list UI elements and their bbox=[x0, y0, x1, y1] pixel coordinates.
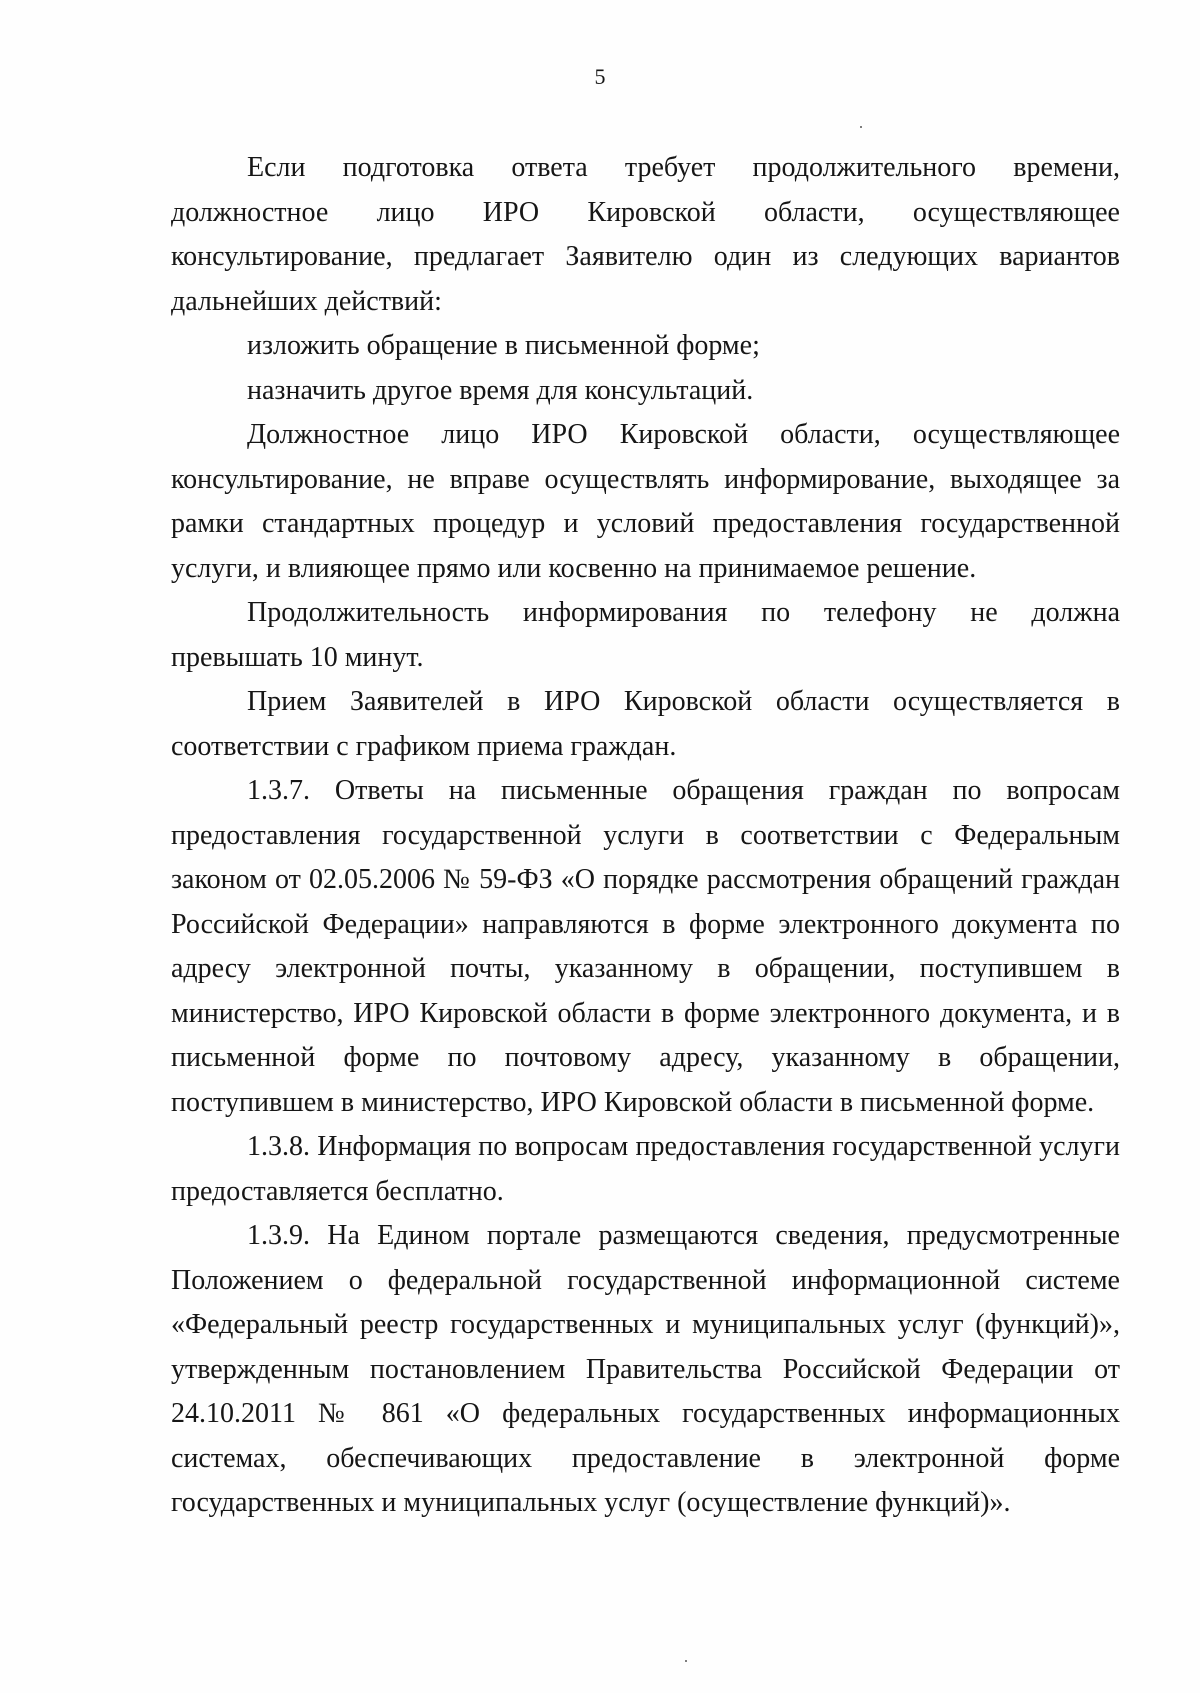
document-body bbox=[171, 146, 1120, 1526]
page-number: 5 bbox=[594, 64, 606, 89]
paragraph-1-3-9: 1.3.9. На Едином портале размещаются сведения, предусмотренные Положением о федеральной государственной информационной системе «Федеральный реестр государственных и муниципальных услуг (функций)», утвержденным постановлением Правительства Российской Федерации от 24.10.2011 № 861 «О федеральных государственных информационных системах, обеспечивающих предоставление в электронной форме государственных и муниципальных услуг (осуществление функций)». bbox=[171, 1220, 1120, 1518]
option-another-time: назначить другое время для консультаций. bbox=[247, 374, 754, 406]
option-written-request: изложить обращение в письменной форме; bbox=[247, 330, 760, 361]
paragraph-reception-schedule: Прием Заявителей в ИРО Кировской области осуществляется в соответствии с графиком приема граждан. bbox=[171, 686, 1120, 762]
paragraph-official-limits: Должностное лицо ИРО Кировской области, осуществляющее консультирование, не вправе осуществлять информирование, выходящее за рамки стандартных процедур и условий предоставления государственной услуги, и влияющее прямо или косвенно на принимаемое решение. bbox=[171, 419, 1120, 584]
paragraph-phone-duration: Продолжительность информирования по телефону не должна превышать 10 минут. bbox=[171, 597, 1120, 673]
paragraph-consultation-options: Если подготовка ответа требует продолжительного времени, должностное лицо ИРО Кировской области, осуществляющее консультирование, предлагает Заявителю один из следующих вариантов дальнейших действий: bbox=[171, 152, 1120, 317]
scan-speck bbox=[685, 1660, 687, 1662]
paragraph-1-3-8: 1.3.8. Информация по вопросам предоставления государственной услуги предоставляется бесплатно. bbox=[171, 1131, 1120, 1207]
paragraph-1-3-7: 1.3.7. Ответы на письменные обращения граждан по вопросам предоставления государственной услуги в соответствии с Федеральным законом от 02.05.2006 № 59-ФЗ «О порядке рассмотрения обращений граждан Российской Федерации» направляются в форме электронного документа по адресу электронной почты, указанному в обращении, поступившем в министерство, ИРО Кировской области в форме электронного документа, и в письменной форме по почтовому адресу, указанному в обращении, поступившем в министерство, ИРО Кировской области в письменной форме. bbox=[171, 775, 1120, 1118]
scan-speck bbox=[860, 126, 862, 128]
